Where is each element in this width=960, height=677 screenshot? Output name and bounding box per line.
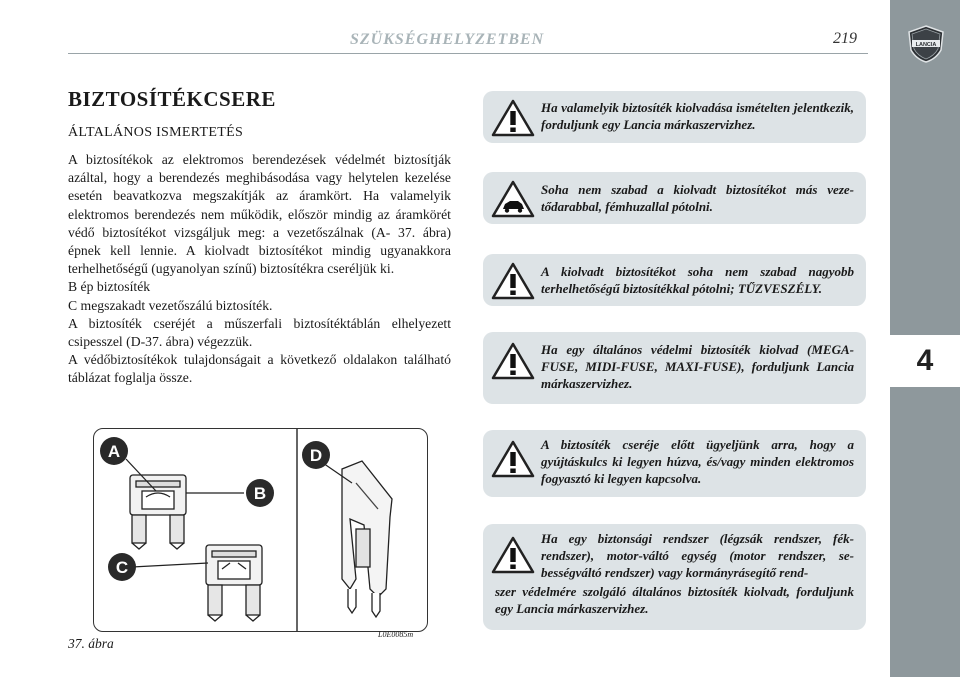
warning-box — [483, 91, 866, 143]
fuse-figure — [93, 428, 428, 632]
warning-box — [483, 172, 866, 224]
list-item-b: B ép biztosíték — [68, 279, 151, 295]
section-title: SZÜKSÉGHELYZETBEN — [350, 31, 545, 48]
warning-text: Soha nem szabad a kiolvadt biztosítékot más vezetődarabbal, fémhuzallal pótolni. — [541, 182, 854, 214]
intact-fuse-b — [130, 475, 186, 549]
svg-text:D: D — [309, 446, 323, 465]
figure-caption: 37. ábra — [68, 636, 114, 651]
intro-paragraph: A biztosítékok az elektromos berendezések védelmét biztosítják azáltal, hogy a berendezés meghibásodása vagy helytelen kezelése esetén beavatkozva megszakítják az áramkört. Ha valamelyik elektromos berendezés nem működik, először mindig az áramkörét védő biztosítékot vizsgáljuk meg: a vezetőszálnak (A- 37. ábra) épnek kell lennie. A kiolvadt biztosítékot mindig ugyanakkora terhelhetőségű (ugyanolyan színű) biztosítékra cseréljük ki. — [68, 152, 451, 277]
warning-car-icon — [491, 180, 535, 218]
page-title: BIZTOSÍTÉKCSERE — [68, 87, 276, 111]
section-subtitle: ÁLTALÁNOS ISMERTETÉS — [68, 125, 244, 140]
warning-box — [483, 332, 866, 404]
warning-triangle-icon — [491, 440, 535, 478]
svg-text:LANCIA: LANCIA — [915, 41, 937, 48]
label-b — [246, 479, 274, 507]
header-rule — [68, 53, 868, 54]
svg-text:A: A — [107, 442, 121, 461]
warning-box — [483, 524, 866, 630]
body-text — [68, 151, 451, 388]
warning-box — [483, 254, 866, 306]
tweezers-paragraph: A biztosíték cseréjét a műszerfali biztosítéktáblán elhelyezett csipesszel (D-37. ábra) végezzük. — [68, 315, 451, 350]
warning-triangle-icon — [491, 342, 535, 380]
svg-text:C: C — [115, 558, 129, 577]
warning-triangle-icon — [491, 262, 535, 300]
label-a — [100, 437, 128, 465]
fuse-illustration — [94, 429, 427, 631]
warning-box — [483, 430, 866, 497]
label-d — [302, 441, 330, 469]
warning-text-bottom: szer védelmére szolgáló általános biztosíték kiolvadt, forduljunk egy Lancia márkaszervizhez. — [495, 584, 854, 616]
list-item-c: C megszakadt vezetőszálú biztosíték. — [68, 297, 273, 313]
lancia-logo-icon — [906, 24, 946, 64]
warning-text: A kiolvadt biztosítékot soha nem szabad nagyobb terhelhetőségű biztosítékkal pótolni; TŰZVESZÉLY. — [541, 264, 854, 296]
warning-triangle-icon — [491, 99, 535, 137]
table-reference-paragraph: A védőbiztosítékok tulajdonságait a következő oldalakon található táblázat foglalja össze. — [68, 352, 451, 386]
blown-fuse-c — [206, 545, 262, 621]
svg-text:B: B — [253, 484, 267, 503]
page-number: 219 — [833, 30, 857, 47]
warning-text: A biztosíték cseréje előtt ügyeljünk arra, hogy a gyújtáskulcs ki legyen húzva, és/vagy minden elektromos fogyasztó ki legyen kapcsolva. — [541, 437, 854, 486]
warning-triangle-icon — [491, 536, 535, 574]
label-c — [108, 553, 136, 581]
warning-text-top: Ha egy biztonsági rendszer (légzsák rendszer, fékrendszer), motor-váltó egység (motor rendszer, sebességváltó rendszer) vagy kormányrásegítő rend- — [541, 531, 854, 580]
tweezers-d — [342, 461, 392, 617]
chapter-number: 4 — [890, 335, 960, 387]
warning-text: Ha valamelyik biztosíték kiolvadása ismételten jelentkezik, forduljunk egy Lancia márkaszervizhez. — [541, 100, 854, 132]
warning-text: Ha egy általános védelmi biztosíték kiolvad (MEGA-FUSE, MIDI-FUSE, MAXI-FUSE), forduljunk Lancia márkaszervizhez. — [541, 342, 854, 391]
figure-code: L0E0085m — [378, 630, 414, 639]
